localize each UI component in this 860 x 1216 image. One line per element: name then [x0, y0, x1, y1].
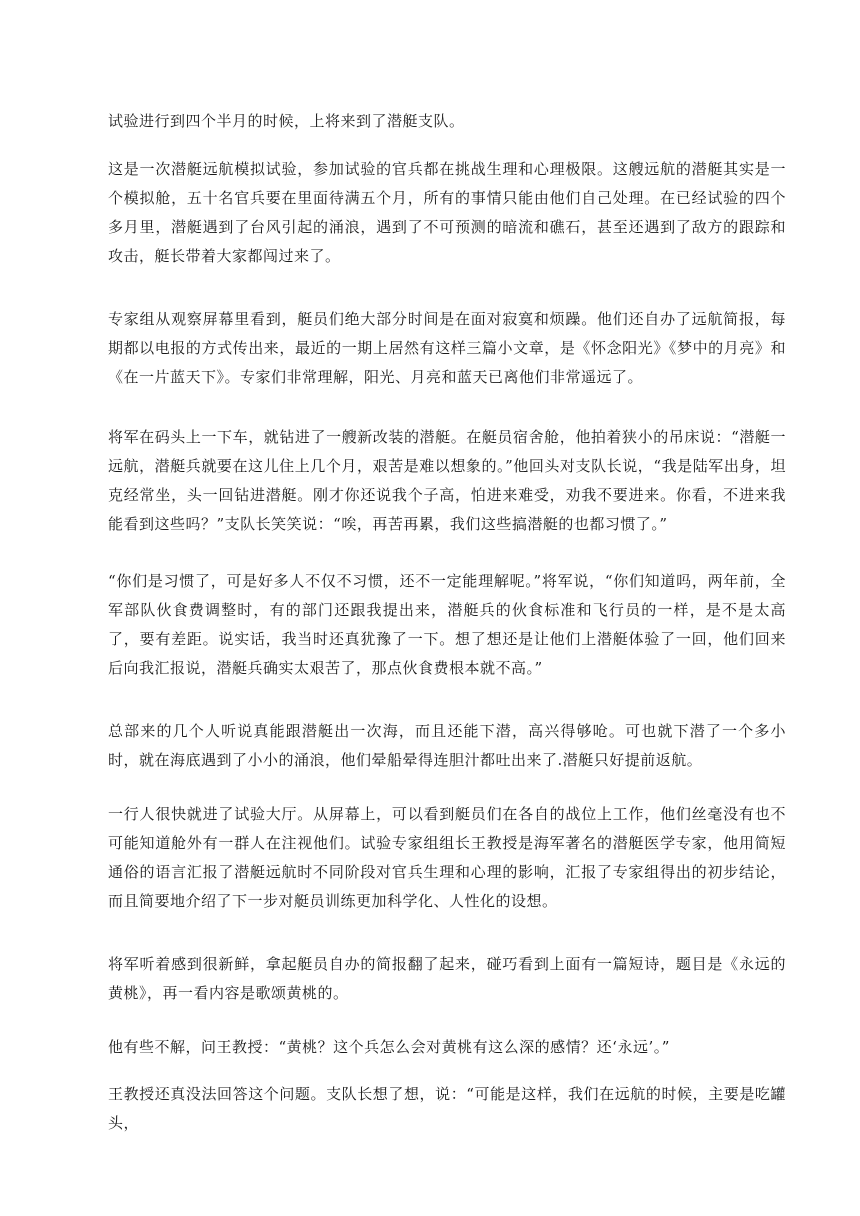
paragraph-2: 这是一次潜艇远航模拟试验，参加试验的官兵都在挑战生理和心理极限。这艘远航的潜艇其实是一个模拟舱，五十名官兵要在里面待满五个月，所有的事情只能由他们自己处理。在已经试验的四个多月里，潜艇遇到了台风引起的涌浪，遇到了不可预测的暗流和礁石，甚至还遇到了敌方的跟踪和攻击，艇长带着大家都闯过来了。 [108, 160, 786, 265]
paragraph-3: 专家组从观察屏幕里看到，艇员们绝大部分时间是在面对寂寞和烦躁。他们还自办了远航简报，每期都以电报的方式传出来，最近的一期上居然有这样三篇小文章，是《怀念阳光》《梦中的月亮》和《在一片蓝天下》。专家们非常理解，阳光、月亮和蓝天已离他们非常遥远了。 [108, 310, 786, 386]
paragraph-4: 将军在码头上一下车，就钻进了一艘新改装的潜艇。在艇员宿舍舱，他拍着狭小的吊床说：“潜艇一远航，潜艇兵就要在这儿住上几个月，艰苦是难以想象的。”他回头对支队长说，“我是陆军出身，坦克经常坐，头一回钻进潜艇。刚才你还说我个子高，怕进来难受，劝我不要进来。你看，不进来我能看到这些吗？”支队长笑笑说：“唉，再苦再累，我们这些搞潜艇的也都习惯了。” [108, 428, 786, 533]
paragraph-5: “你们是习惯了，可是好多人不仅不习惯，还不一定能理解呢。”将军说，“你们知道吗，两年前，全军部队伙食费调整时，有的部门还跟我提出来，潜艇兵的伙食标准和飞行员的一样，是不是太高了，要有差距。说实话，我当时还真犹豫了一下。想了想还是让他们上潜艇体验了一回，他们回来后向我汇报说，潜艇兵确实太艰苦了，那点伙食费根本就不高。” [108, 572, 786, 677]
paragraph-10: 王教授还真没法回答这个问题。支队长想了想，说：“可能是这样，我们在远航的时候，主要是吃罐头， [108, 1085, 786, 1132]
paragraph-1: 试验进行到四个半月的时候，上将来到了潜艇支队。 [108, 112, 465, 130]
paragraph-9: 他有些不解，问王教授：“黄桃？这个兵怎么会对黄桃有这么深的感情？还‘永远’。” [108, 1038, 670, 1056]
paragraph-6: 总部来的几个人听说真能跟潜艇出一次海，而且还能下潜，高兴得够呛。可也就下潜了一个多小时，就在海底遇到了小小的涌浪，他们晕船晕得连胆汁都吐出来了.潜艇只好提前返航。 [108, 722, 786, 769]
paragraph-7: 一行人很快就进了试验大厅。从屏幕上，可以看到艇员们在各自的战位上工作，他们丝毫没有也不可能知道舱外有一群人在注视他们。试验专家组组长王教授是海军著名的潜艇医学专家，他用简短通俗的语言汇报了潜艇远航时不同阶段对官兵生理和心理的影响，汇报了专家组得出的初步结论，而且简要地介绍了下一步对艇员训练更加科学化、人性化的设想。 [108, 805, 786, 910]
paragraph-8: 将军听着感到很新鲜，拿起艇员自办的简报翻了起来，碰巧看到上面有一篇短诗，题目是《永远的黄桃》，再一看内容是歌颂黄桃的。 [108, 955, 786, 1002]
